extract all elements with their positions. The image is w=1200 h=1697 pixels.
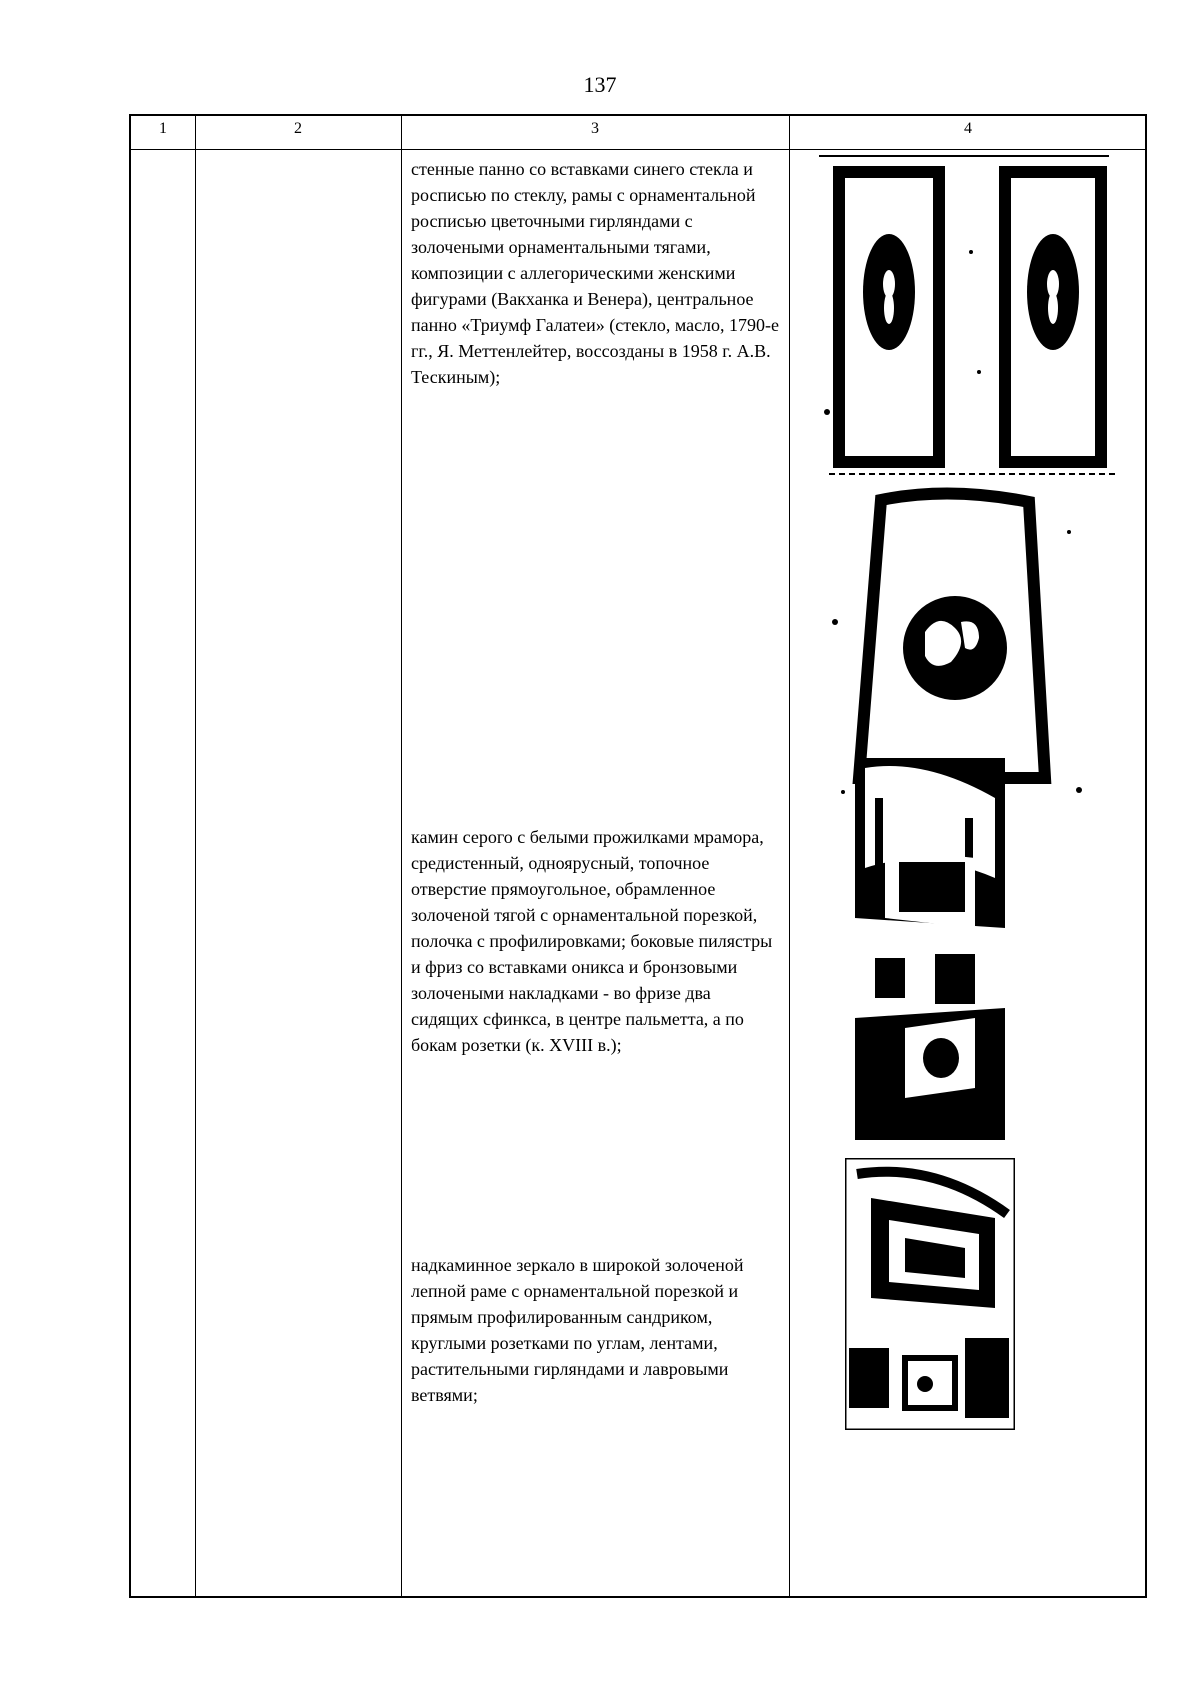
entry-wall-panels-text: стенные панно со вставками синего стекла и росписью по стеклу, рамы с орнаментальной росписью цветочными гирляндами с золочеными орнаментальными тягами, композиции с аллегорическими женскими фигурами (Вакханка и Венера), центральное панно «Триумф Галатеи» (стекло, масло, 1790-е гг., Я. Меттенлейтер, воссозданы в 1958 г. А.В. Тескиным); — [411, 159, 780, 387]
entry-fireplace-text: камин серого с белыми прожилками мрамора, средистенный, одноярусный, топочное отверстие прямоугольное, обрамленное золоченой тягой с орнаментальной порезкой, полочка с профилировками; боковые пилястры и фриз со вставками оникса и бронзовыми золочеными накладками - во фризе два сидящих сфинкса, в центре пальметта, а по бокам розетки (к. XVIII в.); — [411, 827, 773, 1055]
header-divider — [131, 149, 1145, 150]
overmantel-mirror-photo — [845, 1158, 1015, 1430]
column-header-4: 4 — [964, 120, 972, 137]
galatea-panel-photo — [829, 472, 1121, 806]
column-divider-2 — [401, 116, 402, 1596]
column-divider-1 — [195, 116, 196, 1596]
entry-mirror-text: надкаминное зеркало в широкой золоченой лепной раме с орнаментальной порезкой и прямым профилированным сандриком, круглыми розетками по углам, лентами, растительными гирляндами и лавровыми ветвями; — [411, 1255, 744, 1405]
column-divider-3 — [789, 116, 790, 1596]
column-header-2: 2 — [294, 120, 302, 137]
fireplace-photo — [855, 758, 1005, 1140]
heritage-table — [129, 114, 1147, 1598]
column-header-1: 1 — [159, 120, 167, 137]
column-header-3: 3 — [591, 120, 599, 137]
page-number: 137 — [583, 72, 617, 97]
wall-panels-photo — [819, 152, 1111, 472]
